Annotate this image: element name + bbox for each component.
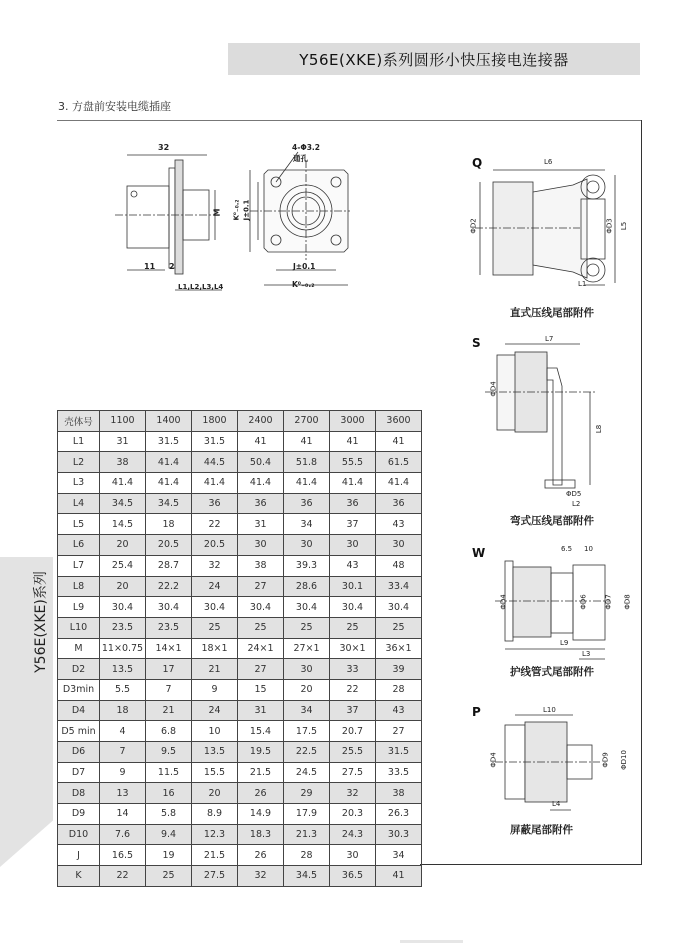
table-cell: 20	[100, 576, 146, 597]
table-row	[58, 576, 422, 597]
through-hole-label: 通孔	[293, 154, 308, 163]
table-cell: 25	[192, 617, 238, 638]
table-row	[58, 535, 422, 556]
table-cell: 20	[284, 679, 330, 700]
row-label-cell: L10	[58, 617, 100, 638]
table-cell: 5.5	[100, 679, 146, 700]
table-cell: 22.5	[284, 742, 330, 763]
dim-d4: ΦD4	[499, 594, 508, 610]
table-cell: 41	[376, 431, 422, 452]
table-header-cell: 1400	[146, 411, 192, 432]
table-cell: 19	[146, 845, 192, 866]
table-cell: 24	[192, 700, 238, 721]
table-cell: 25	[330, 617, 376, 638]
table-cell: 34	[284, 700, 330, 721]
row-label-cell: D5 min	[58, 721, 100, 742]
table-cell: 8.9	[192, 804, 238, 825]
table-cell: 31.5	[146, 431, 192, 452]
page-title: Y56E(XKE)系列圆形小快压接电连接器	[299, 50, 569, 69]
table-cell: 17	[146, 659, 192, 680]
table-cell: 41	[376, 866, 422, 887]
table-cell: 28.6	[284, 576, 330, 597]
table-cell: 41	[238, 431, 284, 452]
table-row	[58, 493, 422, 514]
table-cell: 37	[330, 514, 376, 535]
table-cell: 27	[238, 576, 284, 597]
table-cell: 25	[284, 617, 330, 638]
dim-d6: ΦD6	[579, 594, 588, 610]
table-cell: 13.5	[100, 659, 146, 680]
flange-view-drawing	[240, 150, 350, 300]
table-cell: 39.3	[284, 555, 330, 576]
table-cell: 6.8	[146, 721, 192, 742]
table-cell: 15.5	[192, 762, 238, 783]
row-label-cell: L1	[58, 431, 100, 452]
table-row	[58, 783, 422, 804]
row-label-cell: L9	[58, 597, 100, 618]
dim-d8: ΦD8	[623, 594, 632, 610]
table-cell: 28.7	[146, 555, 192, 576]
dim-d5: ΦD5	[566, 490, 582, 498]
dim-l5: L5	[620, 221, 629, 231]
dim-d3: ΦD3	[605, 218, 614, 234]
row-label-cell: D4	[58, 700, 100, 721]
table-cell: 32	[238, 866, 284, 887]
table-cell: 20.7	[330, 721, 376, 742]
table-cell: 33	[330, 659, 376, 680]
table-row	[58, 617, 422, 638]
table-cell: 9.5	[146, 742, 192, 763]
table-row	[58, 659, 422, 680]
table-cell: 43	[376, 514, 422, 535]
divider	[57, 120, 642, 121]
table-cell: 36	[238, 493, 284, 514]
table-cell: 18×1	[192, 638, 238, 659]
dim-l10: L10	[543, 706, 556, 714]
table-cell: 20.5	[146, 535, 192, 556]
table-row	[58, 679, 422, 700]
table-header-cell: 3600	[376, 411, 422, 432]
table-cell: 41.4	[284, 473, 330, 494]
table-cell: 48	[376, 555, 422, 576]
table-cell: 26	[238, 783, 284, 804]
table-cell: 36	[284, 493, 330, 514]
table-cell: 30×1	[330, 638, 376, 659]
table-row	[58, 866, 422, 887]
table-cell: 7	[100, 742, 146, 763]
table-cell: 41.4	[146, 473, 192, 494]
table-row	[58, 804, 422, 825]
dim-j: J±0.1	[293, 262, 316, 271]
side-tab-label: Y56E(XKE)系列	[33, 571, 49, 673]
table-cell: 4	[100, 721, 146, 742]
table-cell: 5.8	[146, 804, 192, 825]
table-cell: 17.5	[284, 721, 330, 742]
row-label-cell: L8	[58, 576, 100, 597]
table-cell: 22.2	[146, 576, 192, 597]
table-cell: 27	[238, 659, 284, 680]
dim-l7: L7	[545, 335, 554, 343]
accessory-s-caption: 弯式压线尾部附件	[510, 515, 594, 527]
table-cell: 36	[192, 493, 238, 514]
dim-11: 11	[144, 262, 156, 271]
table-cell: 38	[376, 783, 422, 804]
table-cell: 34.5	[100, 493, 146, 514]
table-cell: 27	[376, 721, 422, 742]
table-cell: 55.5	[330, 452, 376, 473]
table-cell: 25.4	[100, 555, 146, 576]
table-cell: 24.5	[284, 762, 330, 783]
table-cell: 34	[284, 514, 330, 535]
accessory-w-letter: W	[472, 546, 486, 560]
table-row	[58, 514, 422, 535]
table-cell: 25	[146, 866, 192, 887]
table-cell: 51.8	[284, 452, 330, 473]
table-cell: 43	[330, 555, 376, 576]
row-label-cell: K	[58, 866, 100, 887]
table-cell: 41.4	[146, 452, 192, 473]
dim-d2: ΦD2	[469, 218, 478, 234]
table-cell: 36	[330, 493, 376, 514]
table-cell: 31.5	[192, 431, 238, 452]
table-row	[58, 473, 422, 494]
table-header-cell: 2700	[284, 411, 330, 432]
table-cell: 23.5	[100, 617, 146, 638]
row-label-cell: D3min	[58, 679, 100, 700]
table-cell: 30.4	[330, 597, 376, 618]
dim-d4: ΦD4	[489, 381, 498, 397]
table-cell: 30	[284, 659, 330, 680]
table-cell: 20.3	[330, 804, 376, 825]
table-cell: 25.5	[330, 742, 376, 763]
table-cell: 31	[100, 431, 146, 452]
row-label-cell: L7	[58, 555, 100, 576]
table-cell: 33.5	[376, 762, 422, 783]
table-cell: 12.3	[192, 824, 238, 845]
table-cell: 21.5	[192, 845, 238, 866]
table-row	[58, 742, 422, 763]
dim-l4: L4	[552, 800, 561, 808]
table-cell: 13.5	[192, 742, 238, 763]
accessory-s-letter: S	[472, 336, 481, 350]
accessory-q-letter: Q	[472, 156, 483, 170]
accessory-p-caption: 屏蔽尾部附件	[510, 824, 573, 836]
table-cell: 22	[192, 514, 238, 535]
table-cell: 29	[284, 783, 330, 804]
table-cell: 7.6	[100, 824, 146, 845]
row-label-cell: L2	[58, 452, 100, 473]
table-row	[58, 638, 422, 659]
table-cell: 30	[376, 535, 422, 556]
table-cell: 14	[100, 804, 146, 825]
row-label-cell: D6	[58, 742, 100, 763]
table-cell: 18	[100, 700, 146, 721]
row-label-cell: M	[58, 638, 100, 659]
table-row	[58, 555, 422, 576]
accessory-q-drawing	[475, 165, 625, 290]
table-cell: 30	[284, 535, 330, 556]
row-label-cell: D7	[58, 762, 100, 783]
table-cell: 22	[100, 866, 146, 887]
dim-l3: L3	[582, 650, 591, 658]
row-label-cell: D2	[58, 659, 100, 680]
table-cell: 11×0.75	[100, 638, 146, 659]
table-cell: 43	[376, 700, 422, 721]
table-cell: 30.3	[376, 824, 422, 845]
table-row	[58, 845, 422, 866]
table-cell: 9	[100, 762, 146, 783]
table-row	[58, 762, 422, 783]
table-cell: 26	[238, 845, 284, 866]
row-label-cell: D8	[58, 783, 100, 804]
table-cell: 31	[238, 514, 284, 535]
table-cell: 31	[238, 700, 284, 721]
table-cell: 41.4	[330, 473, 376, 494]
table-cell: 18	[146, 514, 192, 535]
row-label-cell: D9	[58, 804, 100, 825]
accessory-w-drawing	[495, 555, 625, 665]
dim-m: M	[212, 208, 222, 217]
table-cell: 32	[192, 555, 238, 576]
dim-l1-l4: L1,L2,L3,L4	[178, 283, 224, 291]
frame-border	[641, 120, 642, 865]
table-cell: 18.3	[238, 824, 284, 845]
row-label-cell: L6	[58, 535, 100, 556]
table-cell: 20	[192, 783, 238, 804]
row-label-cell: J	[58, 845, 100, 866]
table-header-cell: 壳体号	[58, 411, 100, 432]
table-cell: 30.4	[376, 597, 422, 618]
table-cell: 37	[330, 700, 376, 721]
table-cell: 20.5	[192, 535, 238, 556]
table-cell: 30.4	[146, 597, 192, 618]
table-cell: 39	[376, 659, 422, 680]
table-header-cell: 1800	[192, 411, 238, 432]
table-cell: 14.9	[238, 804, 284, 825]
table-cell: 30.4	[284, 597, 330, 618]
table-cell: 34	[376, 845, 422, 866]
table-cell: 21.5	[238, 762, 284, 783]
table-cell: 24	[192, 576, 238, 597]
table-cell: 30.1	[330, 576, 376, 597]
table-header-cell: 1100	[100, 411, 146, 432]
dim-d9: ΦD9	[601, 752, 610, 768]
table-cell: 27.5	[192, 866, 238, 887]
table-row	[58, 431, 422, 452]
row-label-cell: D10	[58, 824, 100, 845]
table-cell: 41.4	[100, 473, 146, 494]
dim-l1: L1	[578, 280, 587, 288]
table-cell: 41.4	[238, 473, 284, 494]
dim-10: 10	[584, 545, 593, 553]
table-row	[58, 824, 422, 845]
table-cell: 36	[376, 493, 422, 514]
table-cell: 16	[146, 783, 192, 804]
accessory-s-drawing	[485, 340, 615, 500]
dim-6-5: 6.5	[561, 545, 573, 553]
table-cell: 30	[330, 845, 376, 866]
dim-d7: ΦD7	[604, 594, 613, 610]
table-cell: 15	[238, 679, 284, 700]
table-cell: 50.4	[238, 452, 284, 473]
table-cell: 21	[146, 700, 192, 721]
dimension-table	[57, 410, 422, 887]
accessory-q-caption: 直式压线尾部附件	[510, 307, 594, 319]
front-view-drawing	[100, 140, 230, 300]
table-cell: 10	[192, 721, 238, 742]
frame-border	[420, 864, 642, 865]
table-cell: 38	[238, 555, 284, 576]
table-header-row	[58, 411, 422, 432]
table-cell: 13	[100, 783, 146, 804]
table-cell: 34.5	[146, 493, 192, 514]
table-cell: 25	[238, 617, 284, 638]
table-header-cell: 3000	[330, 411, 376, 432]
table-cell: 23.5	[146, 617, 192, 638]
table-cell: 17.9	[284, 804, 330, 825]
table-cell: 11.5	[146, 762, 192, 783]
dim-l9: L9	[560, 639, 569, 647]
dim-l2: L2	[572, 500, 581, 508]
table-cell: 33.4	[376, 576, 422, 597]
table-cell: 7	[146, 679, 192, 700]
dim-d10: ΦD10	[619, 750, 628, 770]
dim-k: K⁰₋₀.₂	[292, 280, 315, 289]
dim-d4: ΦD4	[489, 752, 498, 768]
table-cell: 30.4	[100, 597, 146, 618]
table-cell: 28	[376, 679, 422, 700]
table-cell: 30	[330, 535, 376, 556]
table-cell: 34.5	[284, 866, 330, 887]
table-cell: 16.5	[100, 845, 146, 866]
table-cell: 31.5	[376, 742, 422, 763]
table-cell: 24×1	[238, 638, 284, 659]
table-cell: 9.4	[146, 824, 192, 845]
table-cell: 32	[330, 783, 376, 804]
table-cell: 28	[284, 845, 330, 866]
holes-label: 4-Φ3.2	[292, 143, 320, 152]
dim-k-vertical: K⁰₋₀.₂	[232, 199, 241, 221]
table-cell: 24.3	[330, 824, 376, 845]
table-cell: 44.5	[192, 452, 238, 473]
table-cell: 26.3	[376, 804, 422, 825]
row-label-cell: L3	[58, 473, 100, 494]
table-row	[58, 452, 422, 473]
table-header-cell: 2400	[238, 411, 284, 432]
table-cell: 22	[330, 679, 376, 700]
dim-2: 2	[169, 262, 175, 271]
table-cell: 36×1	[376, 638, 422, 659]
accessory-w-caption: 护线管式尾部附件	[510, 666, 594, 678]
table-cell: 36.5	[330, 866, 376, 887]
table-cell: 20	[100, 535, 146, 556]
accessory-p-letter: P	[472, 705, 481, 719]
table-cell: 41.4	[376, 473, 422, 494]
dim-l8: L8	[595, 424, 604, 434]
table-cell: 27.5	[330, 762, 376, 783]
table-cell: 19.5	[238, 742, 284, 763]
table-cell: 41.4	[192, 473, 238, 494]
dim-l6: L6	[544, 158, 553, 166]
table-cell: 21.3	[284, 824, 330, 845]
table-row	[58, 597, 422, 618]
table-cell: 30	[238, 535, 284, 556]
row-label-cell: L4	[58, 493, 100, 514]
table-cell: 21	[192, 659, 238, 680]
table-cell: 38	[100, 452, 146, 473]
table-cell: 30.4	[192, 597, 238, 618]
page-title-bar	[228, 43, 640, 75]
table-row	[58, 700, 422, 721]
table-row	[58, 721, 422, 742]
table-cell: 15.4	[238, 721, 284, 742]
dim-32: 32	[158, 143, 170, 152]
table-cell: 61.5	[376, 452, 422, 473]
table-cell: 25	[376, 617, 422, 638]
table-cell: 41	[284, 431, 330, 452]
table-cell: 30.4	[238, 597, 284, 618]
table-cell: 41	[330, 431, 376, 452]
table-cell: 14×1	[146, 638, 192, 659]
table-cell: 27×1	[284, 638, 330, 659]
row-label-cell: L5	[58, 514, 100, 535]
table-cell: 9	[192, 679, 238, 700]
dim-j-vertical: J±0.1	[242, 199, 251, 221]
table-cell: 14.5	[100, 514, 146, 535]
section-subtitle: 3. 方盘前安装电缆插座	[58, 100, 171, 113]
